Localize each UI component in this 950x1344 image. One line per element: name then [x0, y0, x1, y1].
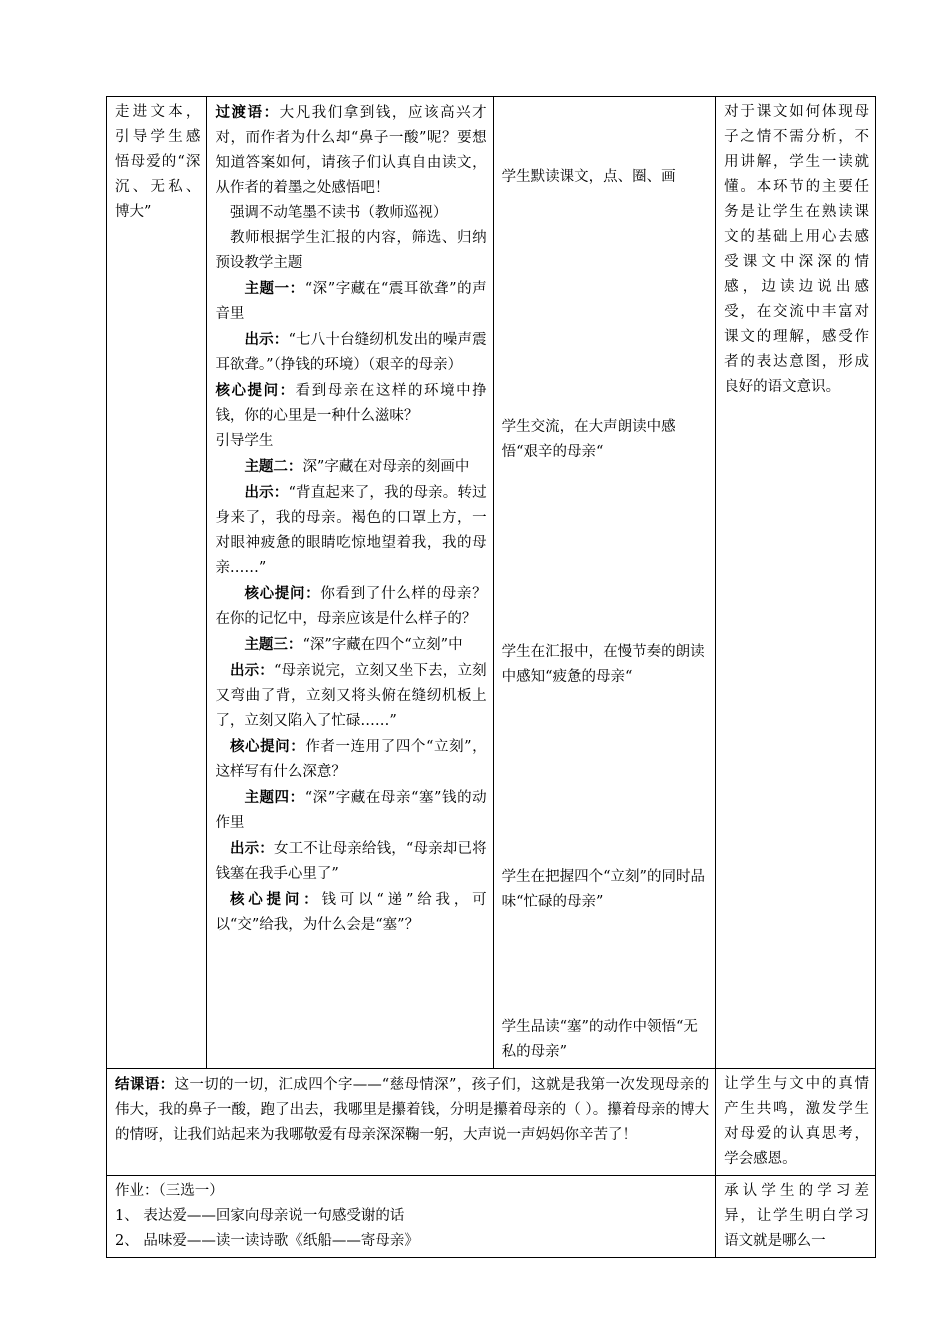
show-one-label: 出示：	[244, 331, 289, 348]
question-four	[215, 887, 486, 938]
theme-four	[215, 785, 486, 836]
theme-one-text: “深”字藏在“震耳欲聋”的声音里	[215, 281, 487, 322]
homework-row	[107, 1176, 876, 1258]
teaching-step-row	[107, 97, 876, 1069]
homework-intent-cell	[716, 1176, 876, 1258]
closing-intent-cell	[716, 1069, 876, 1176]
closing-row	[107, 1069, 876, 1176]
emphasis-note: 强调不动笔墨不读书（教师巡视）	[229, 205, 448, 221]
student-activity-5: 学生品读“塞”的动作中领悟“无私的母亲”	[501, 1019, 698, 1060]
show-three	[215, 658, 486, 734]
student-activity-4: 学生在把握四个“立刻”的同时品味“忙碌的母亲”	[501, 869, 705, 910]
show-three-label: 出示：	[229, 662, 274, 679]
show-four-text: 女工不让母亲给钱，“母亲却已将钱塞在我手心里了”	[215, 841, 487, 882]
design-intent: 对于课文如何体现母子之情不需分析，不用讲解，学生一读就懂。本环节的主要任务是让学生在熟读课文的基础上用心去感受课文中深深的情感，边读边说出感受，在交流中丰富对课文的理解，感受作者的表达意图，形成良好的语文意识。	[724, 104, 869, 395]
student-activity-cell	[493, 97, 715, 1069]
question-four-label: 核心提问：	[229, 891, 322, 908]
show-three-text: “母亲说完，立刻又坐下去，立刻又弯曲了背，立刻又将头俯在缝纫机板上了，立刻又陷入了忙碌……”	[215, 663, 487, 729]
show-two-text: “背直起来了，我的母亲。转过身来了，我的母亲。褐色的口罩上方，一对眼神疲惫的眼睛吃惊地望着我，我的母亲……”	[215, 485, 487, 576]
show-one	[215, 327, 486, 378]
question-two-label: 核心提问：	[244, 585, 321, 602]
theme-two-text: 深”字藏在对母亲的刻画中	[302, 459, 470, 475]
question-two-text: 你看到了什么样的母亲？在你的记忆中，母亲应该是什么样子的？	[215, 586, 487, 627]
homework-item-1: 1、 表达爱——回家向母亲说一句感受谢的话	[115, 1208, 405, 1224]
homework-item-2: 2、 品味爱——读一读诗歌《纸船——寄母亲》	[115, 1233, 419, 1249]
show-two	[215, 480, 486, 581]
show-four	[215, 836, 486, 887]
transition-text: 大凡我们拿到钱，应该高兴才对，而作者为什么却“鼻子一酸”呢？要想知道答案如何，请孩子们认真自由读文，从作者的着墨之处感悟吧！	[215, 105, 487, 196]
homework-title: 作业：（三选一）	[115, 1183, 224, 1199]
question-three-text: 作者一连用了四个“立刻”，这样写有什么深意？	[215, 739, 487, 780]
theme-four-label: 主题四：	[244, 789, 305, 806]
theme-one	[215, 276, 486, 327]
closing-intent: 让学生与文中的真情产生共鸣，激发学生对母爱的认真思考，学会感恩。	[724, 1076, 869, 1167]
transition-paragraph	[215, 100, 486, 201]
theme-four-text: “深”字藏在母亲“塞”钱的动作里	[215, 790, 487, 831]
homework-cell	[107, 1176, 716, 1258]
theme-two-label: 主题二：	[244, 458, 303, 475]
question-three	[215, 734, 486, 785]
student-activity-3: 学生在汇报中，在慢节奏的朗读中感知“疲惫的母亲“	[501, 644, 705, 685]
step-goal: 走进文本，引导学生感悟母爱的“深沉、无私、博大”	[115, 104, 201, 220]
theme-three	[215, 632, 486, 658]
question-three-label: 核心提问：	[229, 738, 306, 755]
question-two	[215, 581, 486, 632]
student-activity-1: 学生默读课文，点、圈、画	[501, 169, 676, 185]
show-two-label: 出示：	[244, 484, 289, 501]
closing-text: 这一切的一切，汇成四个字——“慈母情深”，孩子们，这就是我第一次发现母亲的伟大，我的鼻子一酸，跑了出去，我哪里是攥着钱，分明是攥着母亲的（ ）。攥着母亲的博大的情呀，让我们站起来为我哪敬爱有母亲深深鞠一躬，大声说一声妈妈你辛苦了！	[115, 1077, 710, 1143]
closing-cell	[107, 1069, 716, 1176]
question-one-label: 核心提问：	[215, 382, 296, 399]
theme-two	[215, 454, 486, 480]
transition-label: 过渡语：	[215, 104, 280, 121]
theme-three-label: 主题三：	[244, 636, 303, 653]
show-one-text: “七八十台缝纫机发出的噪声震耳欲聋。”（挣钱的环境）（艰辛的母亲）	[215, 332, 487, 373]
design-intent-cell	[716, 97, 876, 1069]
closing-label: 结课语：	[115, 1076, 175, 1093]
theme-three-text: “深”字藏在四个“立刻”中	[302, 637, 463, 653]
lesson-plan-table	[106, 96, 876, 1258]
student-activity-2: 学生交流，在大声朗读中感悟“艰辛的母亲“	[501, 419, 676, 460]
step-goal-cell	[107, 97, 207, 1069]
homework-intent: 承认学生的学习差异，让学生明白学习语文就是哪么一	[724, 1183, 869, 1249]
teacher-activity-cell	[207, 97, 493, 1069]
show-four-label: 出示：	[229, 840, 274, 857]
question-four-text: 钱可以“递”给我，可以“交”给我，为什么会是“塞”？	[215, 892, 487, 933]
question-one	[215, 378, 486, 429]
summary-note: 教师根据学生汇报的内容，筛选、归纳预设教学主题	[215, 230, 487, 271]
question-one-text: 看到母亲在这样的环境中挣钱，你的心里是一种什么滋味？	[215, 383, 487, 424]
theme-one-label: 主题一：	[244, 280, 305, 297]
guide-note: 引导学生	[215, 433, 274, 449]
